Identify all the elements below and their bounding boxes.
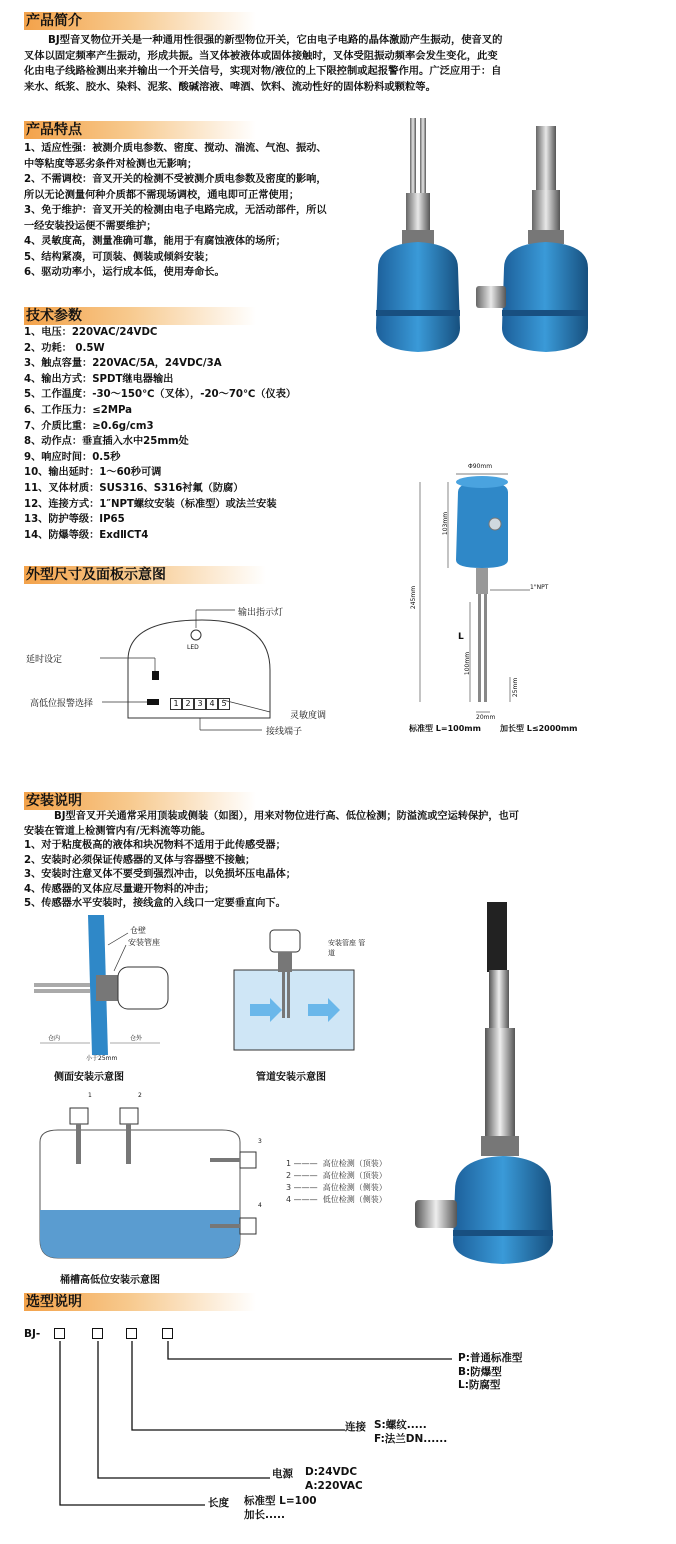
dim-total-height: 245mm [410,585,418,610]
side-install-diagram [30,915,220,1085]
terminal-block [170,698,230,710]
legend-num: 1 [286,1159,292,1168]
spec-line: 2、功耗： 0.5W [24,342,105,354]
pipe-label: 安装管座 管道 [328,939,366,957]
tank-caption: 桶槽高低位安装示意图 [60,1275,160,1286]
tank-install-svg [30,1090,280,1270]
spec-line: 10、输出延时：1～60秒可调 [24,467,162,479]
sensitivity-label: 灵敏度调 [290,711,327,721]
tank-num: 3 [258,1138,262,1145]
device-photo-pair [368,118,588,368]
legend-row: 1 ——— 高位检测（顶装） [286,1159,387,1168]
panel-heading: 外型尺寸及面板示意图 [24,566,266,584]
spec-line: 9、响应时间：0.5秒 [24,451,121,463]
power-option: D:24VDC [305,1466,358,1478]
dimension-svg [410,462,590,732]
terminal: 2 [182,698,194,710]
model-code: BJ- [24,1328,41,1340]
feature-line: 中等粘度等恶劣条件对检测也无影响； [24,158,198,170]
spec-line: 11、叉体材质：SUS316、S316衬氟（防腐） [24,482,244,494]
legend-num: 4 [286,1195,292,1204]
connection-option: F:法兰DN...... [374,1432,448,1445]
side-pipe-label: 安装管座 [128,938,160,947]
dim-npt: 1"NPT [530,584,549,591]
delay-setting-label: 延时设定 [26,655,63,665]
spec-line: 4、输出方式：SPDT继电器输出 [24,373,174,385]
intro-text [24,33,502,95]
side-less-label: 小于25mm [86,1055,118,1062]
install-line: 1、对于粘度极高的液体和块况物料不适用于此传感受器； [24,840,286,851]
power-label: 电源 [272,1468,293,1480]
tank-num: 1 [88,1092,92,1099]
intro-line: 来水、纸浆、胶水、染料、泥浆、酸碱溶液、啤酒、饮料、流动性好的固体粉料或颗粒等。 [24,80,436,93]
dim-caption-extended: 加长型 L≤2000mm [500,724,578,733]
spec-line: 14、防爆等级：ExdⅡCT4 [24,529,149,541]
type-option: P:普通标准型 [458,1352,523,1364]
device-photo-large [405,900,575,1270]
pipe-caption: 管道安装示意图 [256,1072,326,1083]
panel-svg [30,600,390,740]
model-box-length [54,1328,65,1339]
features-heading: 产品特点 [24,121,256,139]
dim-L: L [458,632,464,642]
feature-line: 所以无论测量何种介质都不需现场调校，通电即可正常使用； [24,189,300,201]
model-box-connection [126,1328,137,1339]
install-line: 4、传感器的叉体应尽量避开物料的冲击； [24,883,215,895]
install-line: 2、安装时必须保证传感器的叉体与容器壁不接触； [24,854,256,866]
features-list [24,141,327,281]
dim-caption-standard: 标准型 L=100mm [409,724,481,733]
pipe-install-diagram [230,920,370,1085]
spec-line: 12、连接方式：1″NPT螺纹安装（标准型）或法兰安装 [24,498,277,510]
install-line: BJ型音叉开关通常采用顶装或侧装（如图），用来对物位进行高、低位检测；防溢流或空运转保护，也可 [54,811,519,822]
install-line: 5、传感器水平安装时，接线盒的入线口一定要垂直向下。 [24,898,286,909]
connection-options [374,1419,447,1446]
feature-line: 1、适应性强：被测介质电参数、密度、搅动、湍流、气泡、振动、 [24,143,327,154]
terminal: 4 [206,698,218,710]
intro-line: 化由电子线路检测出来并输出一个开关信号，实现对物/液位的上下限控制或起报警作用。广泛应用于：自 [24,65,502,77]
intro-heading: 产品简介 [24,12,256,30]
dim-fork-height: 100mm [464,651,472,676]
type-option: B:防爆型 [458,1365,502,1378]
side-out-label: 仓外 [130,1035,143,1042]
legend-row: 3 ——— 高位检测（侧装） [286,1183,387,1192]
install-line: 3、安装时注意叉体不要受到强烈冲击，以免损坏压电晶体； [24,869,296,880]
type-option: L:防腐型 [458,1379,501,1391]
length-option: 标准型 L=100 [244,1495,317,1507]
led-label: LED [187,644,199,651]
hl-select-label: 高低位报警选择 [30,699,94,709]
side-in-label: 仓内 [48,1035,61,1042]
feature-line: 5、结构紧凑，可顶装、侧装或倾斜安装； [24,251,215,263]
terminal: 1 [170,698,182,710]
model-box-type [162,1328,173,1339]
output-indicator-label: 输出指示灯 [238,608,284,618]
length-options [244,1495,317,1522]
power-option: A:220VAC [305,1479,363,1492]
dim-tip-height: 25mm [512,677,520,698]
legend-row: 4 ——— 低位检测（侧装） [286,1195,387,1204]
install-text [24,810,519,912]
dim-diameter: Φ90mm [468,463,493,470]
dim-width: 20mm [476,714,496,721]
spec-line: 5、工作温度：-30～150℃（叉体），-20～70℃（仪表） [24,389,297,401]
side-wall-label: 仓壁 [130,926,146,935]
selection-connector-lines [0,1340,676,1520]
side-caption: 侧面安装示意图 [54,1072,124,1083]
dimension-drawing [410,462,590,732]
spec-line: 6、工作压力：≤2MPa [24,404,133,416]
legend-text: 高位检测（侧装） [322,1183,387,1192]
legend-num: 2 [286,1171,292,1180]
feature-line: 3、免于维护：音叉开关的检测由电子电路完成，无活动部件，所以 [24,205,327,216]
feature-line: 4、灵敏度高，测量准确可靠，能用于有腐蚀液体的场所； [24,236,286,247]
legend-text: 低位检测（侧装） [322,1195,387,1204]
terminal-block-label: 接线端子 [266,727,303,737]
connection-option: S:螺纹..... [374,1419,427,1431]
feature-line: 2、不需调校：音叉开关的检测不受被测介质电参数及密度的影响， [24,174,327,185]
length-option: 加长..... [244,1508,285,1521]
intro-line: 叉体以固定频率产生振动，形成共振。当叉体被液体或固体接触时，叉体受阻振动频率会发生变化，此变 [24,49,498,62]
legend-text: 高位检测（顶装） [322,1159,387,1168]
side-install-svg [30,915,220,1065]
tank-num: 4 [258,1202,262,1209]
model-box-power [92,1328,103,1339]
connection-label: 连接 [345,1421,366,1433]
dim-head-height: 103mm [442,511,450,536]
panel-diagram [26,600,390,740]
legend-num: 3 [286,1183,292,1192]
length-label: 长度 [208,1497,229,1509]
device-photo-front [376,118,460,352]
spec-line: 3、触点容量：220VAC/5A，24VDC/3A [24,358,222,370]
spec-line: 8、动作点：垂直插入水中25mm处 [24,436,189,448]
type-options [458,1352,522,1393]
intro-line: BJ型音叉物位开关是一种通用性很强的新型物位开关，它由电子电路的晶体激励产生振动，使音叉的 [48,34,503,46]
terminal: 5 [218,698,230,710]
legend-text: 高位检测（顶装） [322,1171,387,1180]
install-line: 安装在管道上检测管内有/无料流等功能。 [24,825,212,837]
specs-heading: 技术参数 [24,307,256,325]
feature-line: 6、驱动功率小，运行成本低，使用寿命长。 [24,267,225,278]
device-photo-side [476,126,588,352]
power-options [305,1466,363,1493]
spec-line: 1、电压：220VAC/24VDC [24,327,158,338]
tank-num: 2 [138,1092,142,1099]
terminal: 3 [194,698,206,710]
spec-line: 7、介质比重：≥0.6g/cm3 [24,420,154,432]
legend-row: 2 ——— 高位检测（顶装） [286,1171,387,1180]
selection-heading: 选型说明 [24,1293,256,1311]
feature-line: 一经安装投运便不需要维护； [24,220,157,232]
specs-list [24,325,296,543]
install-heading: 安装说明 [24,792,256,810]
spec-line: 13、防护等级：IP65 [24,514,125,526]
tank-install-diagram [30,1090,280,1290]
